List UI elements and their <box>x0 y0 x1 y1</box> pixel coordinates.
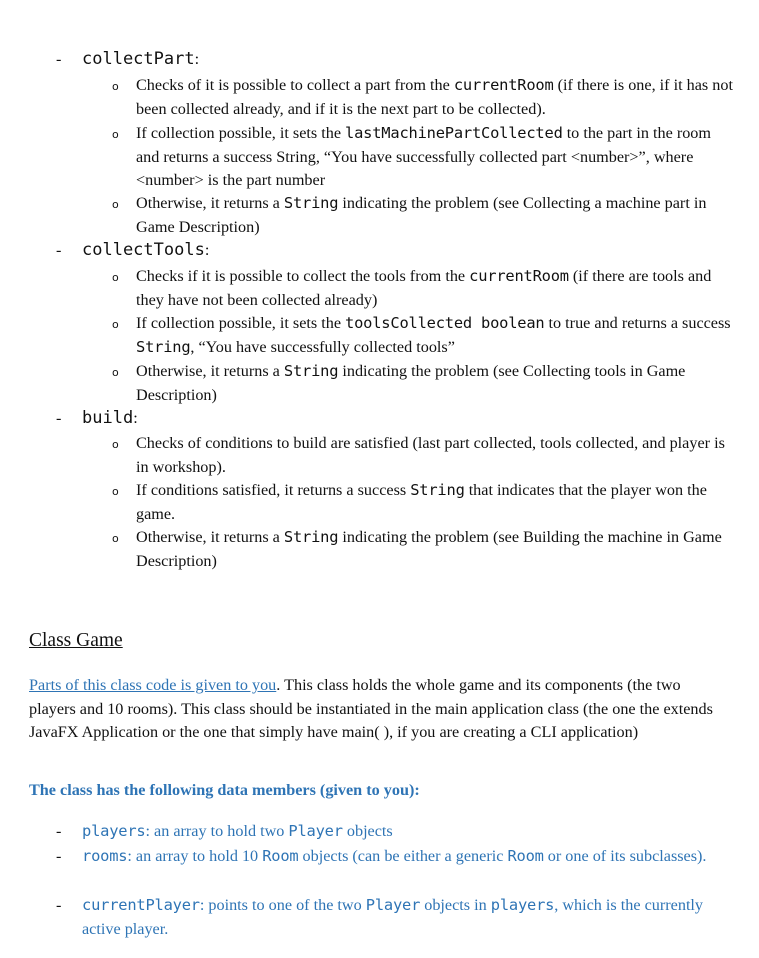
method-name: build <box>82 408 134 428</box>
list-item: Otherwise, it returns a String indicating the problem (see Collecting tools in Game Description) <box>136 362 686 404</box>
data-member-players: - players: an array to hold two Player objects <box>56 822 393 840</box>
method-name: collectPart <box>82 49 195 69</box>
bullet-icon: o <box>112 318 119 331</box>
list-item: Checks if it is possible to collect the tools from the currentRoom (if there are tools and they have not been collected already) <box>136 267 712 309</box>
bullet-icon: o <box>112 532 119 545</box>
given-code-link[interactable]: Parts of this class code is given to you <box>29 676 277 694</box>
list-item: If conditions satisfied, it returns a success String that indicates that the player won the game. <box>136 481 707 523</box>
list-item: Checks of conditions to build are satisfied (last part collected, tools collected, and player is in workshop). <box>136 434 725 476</box>
method-build: - build: <box>56 408 138 428</box>
data-member-rooms: - rooms: an array to hold 10 Room objects (can be either a generic Room or one of its subclasses). <box>56 847 707 865</box>
data-member-currentplayer: - currentPlayer: points to one of the two Player objects in players, which is the currently active player. <box>56 896 704 938</box>
section-paragraph: Parts of this class code is given to you. This class holds the whole game and its components (the two players and 10 rooms). This class should be instantiated in the main application class (the one the extends JavaFX Application or the one that simply have main( ), if you are creating a CLI application) <box>29 676 713 741</box>
method-name: collectTools <box>82 240 205 260</box>
list-item: If collection possible, it sets the lastMachinePartCollected to the part in the room and returns a success String, “You have successfully collected part <number>”, where <number> is the part number <box>136 124 711 189</box>
method-collectpart: - collectPart: <box>56 49 200 69</box>
bullet-icon: o <box>112 438 119 451</box>
bullet-icon: o <box>112 128 119 141</box>
data-members-heading: The class has the following data members (given to you): <box>29 781 420 799</box>
list-item: Otherwise, it returns a String indicating the problem (see Collecting a machine part in Game Description) <box>136 194 707 236</box>
list-item: If collection possible, it sets the toolsCollected boolean to true and returns a success String, “You have successfully collected tools” <box>136 314 731 356</box>
bullet-icon: o <box>112 485 119 498</box>
section-title: Class Game <box>29 630 123 651</box>
method-collecttools: - collectTools: <box>56 240 210 260</box>
list-item: Checks of it is possible to collect a part from the currentRoom (if there is one, if it has not been collected already, and if it is the next part to be collected). <box>136 76 733 118</box>
bullet-icon: o <box>112 198 119 211</box>
bullet-icon: o <box>112 271 119 284</box>
list-item: Otherwise, it returns a String indicating the problem (see Building the machine in Game Description) <box>136 528 722 570</box>
bullet-icon: o <box>112 366 119 379</box>
bullet-icon: o <box>112 80 119 93</box>
